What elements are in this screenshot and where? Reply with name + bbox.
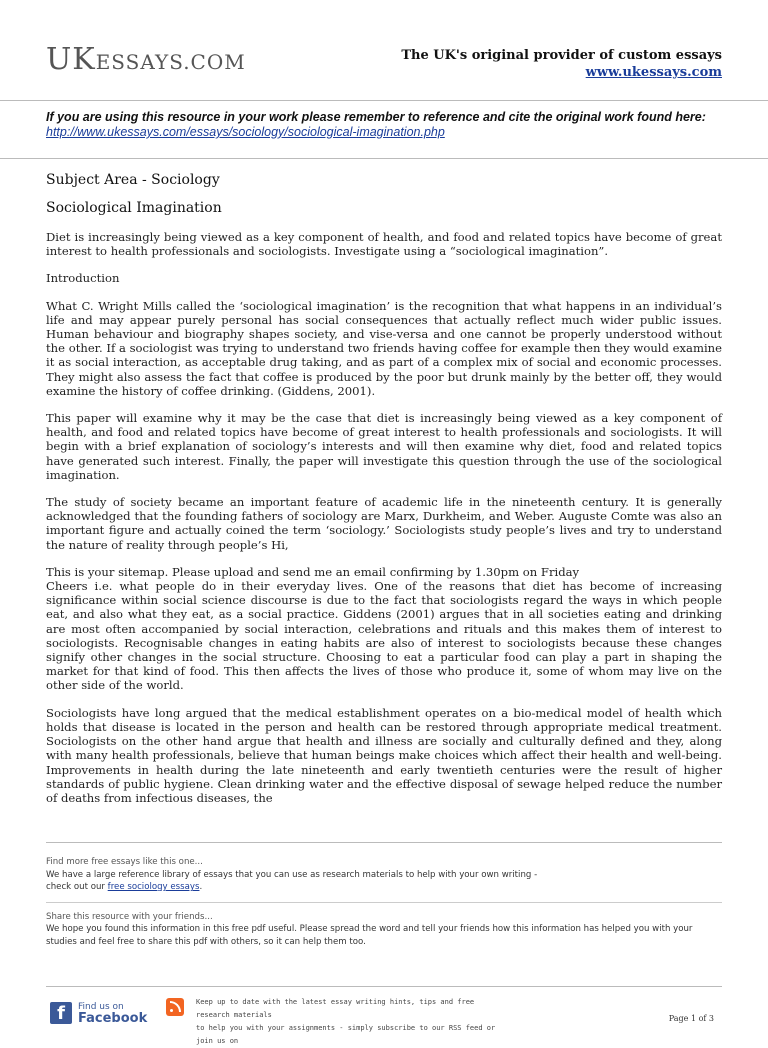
paragraph-question: Diet is increasingly being viewed as a key component of health, and food and related topics have become of great interest to health professionals and sociologists. Investigate using a “sociological imagination”.	[46, 230, 722, 259]
check-prefix: check out our	[46, 882, 108, 893]
paragraph-introduction-heading: Introduction	[46, 271, 120, 286]
check-suffix: .	[199, 882, 203, 893]
tagline-text: The UK's original provider of custom essays	[401, 48, 722, 63]
subscribe-line-1: Keep up to date with the latest essay writing hints, tips and free research materials	[196, 998, 475, 1019]
subscribe-line-2: to help you with your assignments - simply subscribe to our RSS feed or join us on	[196, 1024, 496, 1045]
find-more-heading: Find more free essays like this one...	[46, 857, 203, 867]
footer-divider-mid	[46, 902, 722, 903]
find-more-text: We have a large reference library of essays that you can use as research materials to help with your own writing -	[46, 869, 538, 880]
logo-uk: UK	[46, 42, 96, 77]
check-out-line	[46, 881, 722, 894]
essay-body	[46, 172, 722, 818]
footer-info	[46, 856, 722, 949]
paragraph-medical-model: Sociologists have long argued that the medical establishment operates on a bio-medical model of health which holds that disease is located in the person and health can be restored through appropriate medical treatment. Sociologists on the other hand argue that health and illness are socially and culturally defined and they, along with many health professionals, believe that human beings make choices which affect their health and well-being. Improvements in health during the late nineteenth and early twentieth centuries were the result of higher standards of public hygiene. Clean drinking water and the effective disposal of sewage helped reduce the number of deaths from infectious diseases, the	[46, 705, 722, 805]
logo-essays: ESSAYS	[95, 50, 184, 74]
header-divider	[0, 100, 768, 101]
paragraph-sitemap-note: This is your sitemap. Please upload and send me an email confirming by 1.30pm on Friday	[46, 564, 580, 579]
rss-icon[interactable]	[166, 998, 184, 1016]
facebook-badge[interactable]	[50, 1002, 150, 1024]
tagline	[401, 48, 722, 80]
page-number: Page 1 of 3	[668, 1014, 714, 1023]
citation-message: If you are using this resource in your work please remember to reference and cite the original work found here:	[46, 110, 706, 124]
citation-notice	[46, 110, 736, 139]
share-heading: Share this resource with your friends...	[46, 911, 213, 922]
subject-area: Subject Area - Sociology	[46, 172, 220, 188]
paragraph-mills: What C. Wright Mills called the ‘sociological imagination’ is the recognition that what happens in an individual’s life and may appear purely personal has social consequences that actually reflect much wider public issues. Human behaviour and biography shapes society, and vise-versa and one cannot be properly understood without the other. If a sociologist was trying to understand two friends having coffee for example then they would examine it as social interaction, as acceptable drug taking, and as part of a complex mix of social and economic processes. They might also assess the fact that coffee is produced by the poor but drunk mainly by the better off, they would examine the history of coffee drinking. (Giddens, 2001).	[46, 298, 722, 398]
paragraph-paper-overview: This paper will examine why it may be the case that diet is increasingly being viewed as a key component of health, and food and related topics have become of great interest to health professionals and sociologists. It will begin with a brief explanation of sociology’s interests and will then examine why diet, food and related topics have generated such interest. Finally, the paper will investigate this question through the use of the sociological imagination.	[46, 411, 722, 482]
subscribe-text	[196, 996, 506, 1048]
footer-divider-bottom	[46, 986, 722, 987]
paragraph-eating-practice: Cheers i.e. what people do in their everyday lives. One of the reasons that diet has become of increasing significance within social science discourse is due to the fact that sociologists regard the ways in which people eat, and also what they eat, as a social practice. Giddens (2001) argues that in all societies eating and drinking are most often accompanied by social interaction, celebrations and rituals and this makes them of interest to sociologists. Recognisable changes in eating habits are also of interest to sociologists because these changes signify other changes in the social structure. Choosing to eat a particular food can play a part in shaping the market for that kind of food. This then affects the lives of those who produce it, some of whom may live on the other side of the world.	[46, 579, 722, 693]
footer-divider-top	[46, 842, 722, 843]
bottom-bar	[0, 988, 768, 1045]
share-text: We hope you found this information in this free pdf useful. Please spread the word and tell your friends how this information has helped you with your studies and feel free to share this pdf with others, so it can help them too.	[46, 924, 693, 947]
facebook-icon: f	[50, 1002, 72, 1024]
facebook-label: Facebook	[78, 1011, 148, 1026]
facebook-find-us: Find us on	[78, 1002, 124, 1012]
logo-com: .COM	[183, 50, 246, 74]
free-sociology-essays-link[interactable]: free sociology essays	[107, 882, 200, 893]
citation-url-link[interactable]: http://www.ukessays.com/essays/sociology/sociological-imagination.php	[46, 125, 445, 139]
site-link[interactable]: www.ukessays.com	[585, 65, 722, 80]
notice-divider	[0, 158, 768, 159]
facebook-text	[78, 1002, 147, 1024]
ukessays-logo[interactable]	[46, 42, 246, 77]
paragraph-study-of-society: The study of society became an important feature of academic life in the nineteenth century. It is generally acknowledged that the founding fathers of sociology are Marx, Durkheim, and Weber. Auguste Comte was also an important figure and actually coined the term ‘sociology.’ Sociologists study people’s lives and try to understand the nature of reality through people’s Hi,	[46, 495, 722, 552]
essay-title: Sociological Imagination	[46, 200, 222, 216]
page-header	[0, 0, 768, 100]
